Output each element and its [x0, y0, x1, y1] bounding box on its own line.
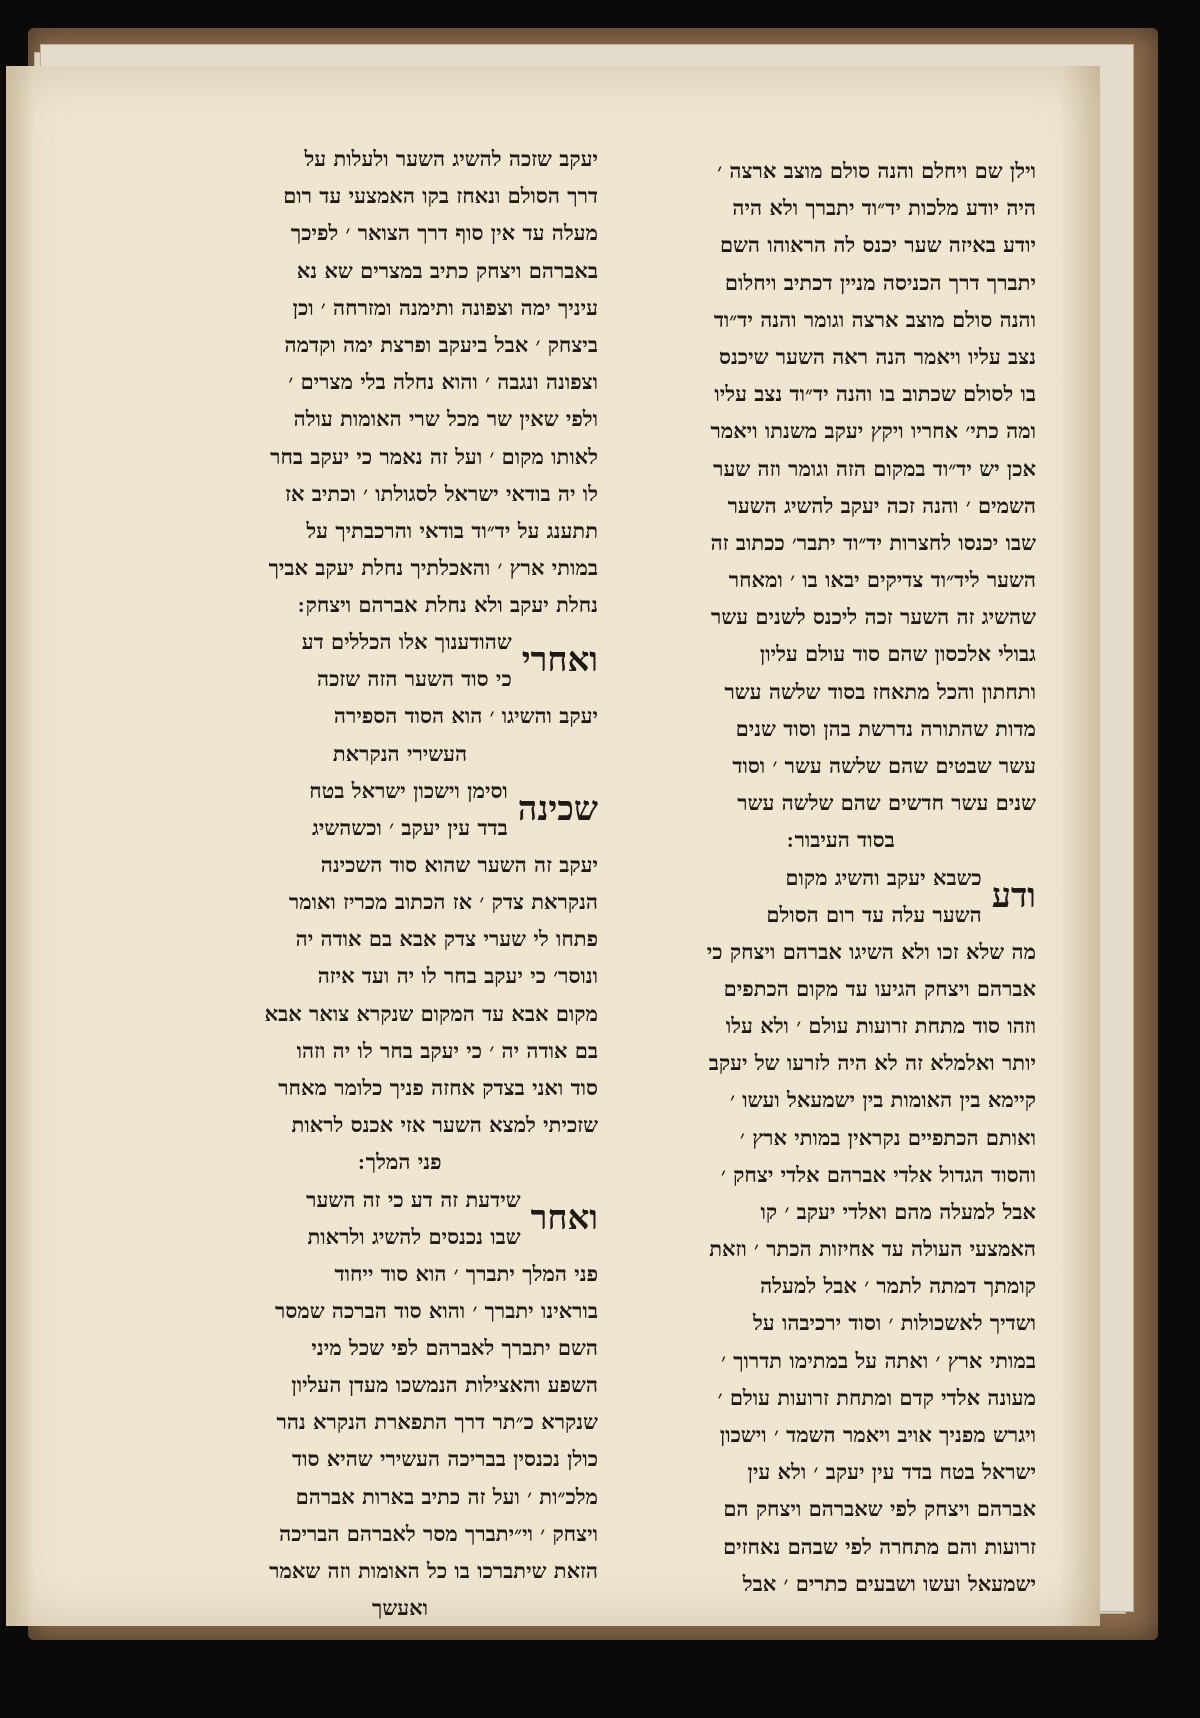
book-page — [6, 66, 1100, 1626]
text-line: יעקב זה השער שהוא סוד השכינה — [320, 851, 598, 877]
text-line: שהשיג זה השער זכה ליכנס לשנים עשר — [711, 604, 1036, 630]
text-line: ויגרש מפניך אויב ויאמר השמד ׳ וישכון — [719, 1422, 1036, 1447]
text-line: אבל למעלה מהם ואלדי יעקב ׳ קו — [760, 1198, 1036, 1224]
text-line: השער ליד״וד צדיקים יבאו בו ׳ ומאחר — [728, 567, 1036, 593]
initial-word-lines — [202, 772, 508, 846]
text-line: מעונה אלדי קדם ומתחת זרועות עולם ׳ — [717, 1384, 1036, 1410]
text-line: הנקראת צדק ׳ אז הכתוב מכריז ואומר — [288, 889, 598, 914]
text-line: וסימן וישכון ישראל בטח — [309, 777, 508, 803]
text-line: וצפונה ונגבה ׳ והוא נחלה בלי מצרים ׳ — [288, 369, 598, 395]
text-line: יעקב והשיגו ׳ הוא הסוד הספירה — [333, 703, 598, 729]
text-line: קיימא בין האומות בין ישמעאל ועשו ׳ — [730, 1087, 1036, 1113]
text-line: במותי ארץ ׳ ואתה על במתימו תדרוך ׳ — [721, 1347, 1036, 1373]
text-line: וזהו סוד מתחת זרועות עולם ׳ ולא עלו — [725, 1012, 1036, 1038]
text-line: ונוסר׳ כי יעקב בחר לו יה ועד איזה — [317, 963, 598, 989]
initial-word-lines — [202, 1181, 521, 1255]
text-line: במותי ארץ ׳ והאכלתיך נחלת יעקב אביך — [268, 555, 598, 581]
text-line: בו לסולם שכתוב בו והנה יד״וד נצב עליו — [714, 381, 1036, 407]
initial-word-lines — [646, 859, 982, 933]
text-line: ישמעאל ועשו ושבעים כתרים ׳ אבל — [742, 1570, 1036, 1596]
text-line: באברהם ויצחק כתיב במצרים שא נא — [296, 257, 598, 283]
initial-word: שכינה — [517, 788, 598, 829]
text-line: עשר שבטים שהם שלשה עשר ׳ וסוד — [732, 753, 1036, 778]
text-line: מקום אבא עד המקום שנקרא צואר אבא — [264, 1000, 598, 1026]
text-line: ביצחק ׳ אבל ביעקב ופרצת ימה וקדמה — [284, 331, 598, 357]
text-line-centered: פני המלך ׃ — [358, 1149, 442, 1175]
text-line: יתברך דרך הכניסה מניין דכתיב ויחלום — [724, 269, 1036, 295]
text-line: הזאת שיתברכו בו כל האומות וזה שאמר — [269, 1558, 598, 1583]
text-line-section-end: בסוד העיבור ׃ — [787, 827, 895, 853]
text-line: כי סוד השער הזה שזכה — [317, 666, 512, 692]
left-block-d — [202, 1255, 598, 1590]
text-line: השער עלה עד רום הסולם — [766, 901, 982, 927]
text-line: נצב עליו ויאמר הנה ראה השער שיכנס — [719, 343, 1036, 369]
text-line: שהודענוך אלו הכללים דע — [301, 629, 512, 655]
text-line: שבו יכנסו לחצרות יד״וד יתבר׳ ככתוב זה — [710, 529, 1036, 555]
text-line: שזכיתי למצא השער אזי אכנס לראות — [291, 1112, 598, 1138]
text-line: בם אודה יה ׳ כי יעקב בחר לו יה וזהו — [296, 1037, 598, 1063]
text-line: והסוד הגדול אלדי אברהם אלדי יצחק ׳ — [721, 1161, 1036, 1187]
text-line: אברהם ויצחק הגיעו עד מקום הכתפים — [723, 975, 1036, 1001]
text-line: תתענג על יד״וד בודאי והרכבתיך על — [306, 517, 598, 543]
text-line: ואותם הכתפיים נקראין במותי ארץ ׳ — [740, 1124, 1036, 1150]
text-line: ויצחק ׳ וי״יתברך מסר לאברהם הבריכה — [279, 1520, 598, 1546]
text-line: השפע והאצילות הנמשכו מעדן העליון — [291, 1372, 598, 1398]
text-line: דרך הסולם ונאחז בקו האמצעי עד רום — [283, 183, 598, 209]
text-line: שידעת זה דע כי זה השער — [306, 1186, 521, 1212]
text-line: יותר ואלמלא זה לא היה לזרעו של יעקב — [708, 1050, 1036, 1076]
text-line: זרועות והם מתחרה לפי שבהם נאחזים — [723, 1533, 1036, 1559]
text-line: וילן שם ויחלם והנה סולם מוצב ארצה ׳ — [717, 158, 1036, 183]
text-line: מדות שהתורה נדרשת בהן וסוד שנים — [735, 715, 1036, 741]
text-line: פתחו לי שערי צדק אבא בם אודה יה — [295, 926, 598, 952]
initial-word-lines — [202, 623, 512, 697]
text-line: סוד ואני בצדק אחזה פניך כלומר מאחר — [278, 1074, 598, 1100]
left-block-a — [202, 140, 598, 623]
text-line: אברהם ויצחק לפי שאברהם ויצחק הם — [723, 1496, 1036, 1522]
text-line: השמים ׳ והנה זכה יעקב להשיג השער — [727, 492, 1036, 518]
text-line: פני המלך יתברך ׳ הוא סוד ייחוד — [334, 1260, 598, 1286]
text-line: היה יודע מלכות יד״וד יתברך ולא היה — [732, 195, 1036, 221]
initial-word: ואחרי — [521, 640, 598, 681]
text-line: כולן נכנסין בבריכה העשירי שהיא סוד — [291, 1446, 598, 1472]
left-block-c — [202, 846, 598, 1144]
right-block-a — [646, 152, 1036, 859]
text-line: נחלת יעקב ולא נחלת אברהם ויצחק ׃ — [298, 592, 598, 618]
catchword: ואעשך — [372, 1595, 428, 1621]
text-line: ומה כתי׳ אחריו ויקץ יעקב משנתו ויאמר — [710, 418, 1036, 444]
text-line: בוראינו יתברך ׳ והוא סוד הברכה שמסר — [275, 1297, 598, 1323]
section-opening — [202, 1181, 598, 1255]
text-line: ותחתון והכל מתאחז בסוד שלשה עשר — [724, 678, 1036, 704]
text-line: אכן יש יד״וד במקום הזה וגומר וזה שער — [713, 455, 1036, 481]
text-line: יעקב שזכה להשיג השער ולעלות על — [304, 146, 598, 171]
page-foxing — [1060, 66, 1100, 1626]
text-line: והנה סולם מוצב ארצה וגומר והנה יד״וד — [713, 306, 1036, 332]
text-line: מה שלא זכו ולא השיגו אברהם ויצחק כי — [706, 938, 1036, 964]
text-line: גבולי אלכסון שהם סוד עולם עליון — [759, 641, 1036, 667]
right-text-column — [646, 152, 1036, 1602]
text-line: כשבא יעקב והשיג מקום — [785, 864, 982, 890]
text-line: עיניך ימה וצפונה ותימנה ומזרחה ׳ וכן — [292, 294, 598, 320]
text-line: ושדיך לאשכולות ׳ וסוד ירכיבהו על — [752, 1310, 1036, 1336]
text-line: לאותו מקום ׳ ועל זה נאמר כי יעקב בחר — [270, 443, 598, 469]
section-opening — [202, 772, 598, 846]
right-block-b — [646, 933, 1036, 1602]
text-line: שבו נכנסים להשיג ולראות — [307, 1223, 521, 1249]
text-line: שנקרא כ״תר דרך התפארת הנקרא נהר — [276, 1409, 598, 1435]
initial-word: ואחר — [530, 1197, 598, 1238]
text-line: השם יתברך לאברהם לפי שכל מיני — [311, 1334, 598, 1360]
text-line: בדד עין יעקב ׳ וכשהשיג — [311, 814, 508, 840]
section-opening — [646, 859, 1036, 933]
text-line: מעלה עד אין סוף דרך הצואר ׳ לפיכך — [290, 220, 598, 246]
left-text-column — [202, 140, 598, 1626]
text-line: מלכ״ות ׳ ועל זה כתיב בארות אברהם — [295, 1483, 598, 1509]
initial-word: ודע — [991, 875, 1036, 916]
text-line: ישראל בטח בדד עין יעקב ׳ ולא עין — [747, 1459, 1036, 1485]
text-line: יודע באיזה שער יכנס לה הראוהו השם — [719, 232, 1036, 258]
text-line-centered: העשירי הנקראת — [332, 740, 468, 766]
text-line: קומתך דמתה לתמר ׳ אבל למעלה — [760, 1273, 1036, 1299]
text-line: האמצעי העולה עד אחיזות הכתר ׳ וזאת — [709, 1236, 1036, 1262]
text-line: ולפי שאין שר מכל שרי האומות עולה — [293, 406, 598, 432]
text-line: שנים עשר חדשים שהם שלשה עשר — [737, 790, 1036, 816]
text-line: לו יה בודאי ישראל לסגולתו ׳ וכתיב אז — [285, 480, 598, 506]
section-opening — [202, 623, 598, 697]
